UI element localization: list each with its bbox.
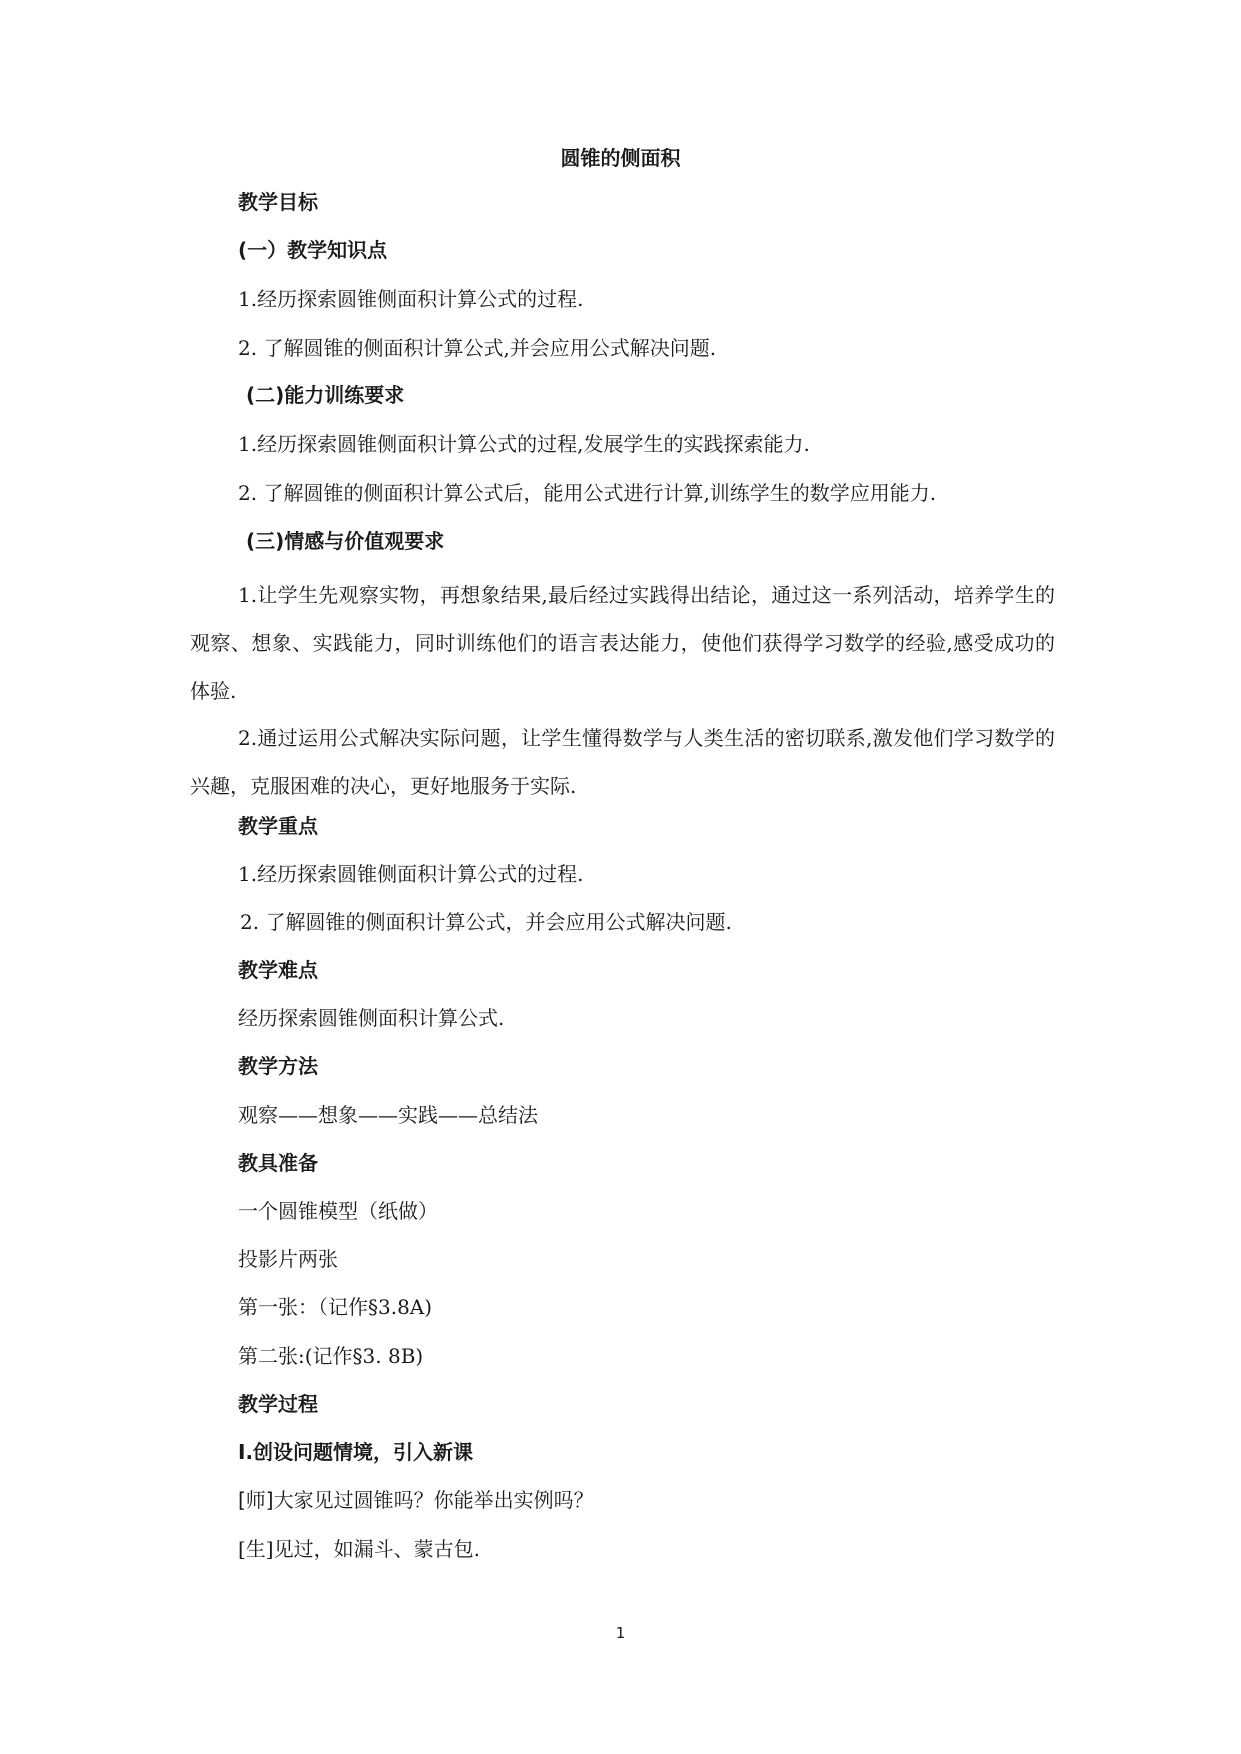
page-number: 1 <box>615 1624 626 1642</box>
subsection-heading-ability: (二)能力训练要求 <box>246 383 405 407</box>
subsection-heading-emotion: (三)情感与价值观要求 <box>246 529 445 553</box>
ability-item-1: 1.经历探索圆锥侧面积计算公式的过程,发展学生的实践探索能力. <box>238 432 810 456</box>
knowledge-item-1: 1.经历探索圆锥侧面积计算公式的过程. <box>238 287 584 311</box>
dialog-line-2: [生]见过，如漏斗、蒙古包. <box>238 1537 480 1561</box>
teacher-question: 大家见过圆锥吗？你能举出实例吗？ <box>273 1488 594 1512</box>
section-heading-method: 教学方法 <box>238 1054 318 1078</box>
section-heading-objectives: 教学目标 <box>238 190 318 214</box>
section-heading-process: 教学过程 <box>238 1392 318 1416</box>
section-heading-difficulty: 教学难点 <box>238 958 318 982</box>
document-title: 圆锥的侧面积 <box>560 146 681 170</box>
section-heading-tools: 教具准备 <box>238 1151 318 1175</box>
key-point-1: 1.经历探索圆锥侧面积计算公式的过程. <box>238 862 584 886</box>
emotion-paragraph-1: 1.让学生先观察实物，再想象结果,最后经过实践得出结论，通过这一系列活动，培养学生的观察、想象、实践能力，同时训练他们的语言表达能力，使他们获得学习数学的经验,感受成功的体验. <box>190 583 1055 703</box>
teacher-tag: [师] <box>238 1488 274 1512</box>
ability-item-2: 2. 了解圆锥的侧面积计算公式后，能用公式进行计算,训练学生的数学应用能力. <box>238 481 937 505</box>
difficulty-text: 经历探索圆锥侧面积计算公式. <box>238 1006 505 1030</box>
tool-item-2: 投影片两张 <box>238 1247 338 1271</box>
dialog-line-1 <box>238 1486 594 1514</box>
method-text: 观察——想象——实践——总结法 <box>238 1103 538 1127</box>
tool-item-3: 第一张：（记作§3.8A) <box>238 1295 433 1319</box>
section-heading-key-points: 教学重点 <box>238 814 318 838</box>
stage-heading-1: Ⅰ.创设问题情境，引入新课 <box>238 1440 474 1464</box>
emotion-paragraph-2: 2.通过运用公式解决实际问题，让学生懂得数学与人类生活的密切联系,激发他们学习数学的兴趣，克服困难的决心，更好地服务于实际. <box>190 726 1055 798</box>
knowledge-item-2: 2. 了解圆锥的侧面积计算公式,并会应用公式解决问题. <box>238 336 717 360</box>
subsection-heading-knowledge: (一）教学知识点 <box>238 238 388 262</box>
key-point-2: 2. 了解圆锥的侧面积计算公式，并会应用公式解决问题. <box>240 910 732 934</box>
tool-item-1: 一个圆锥模型（纸做） <box>238 1199 438 1223</box>
tool-item-4: 第二张:(记作§3. 8B) <box>238 1344 424 1368</box>
